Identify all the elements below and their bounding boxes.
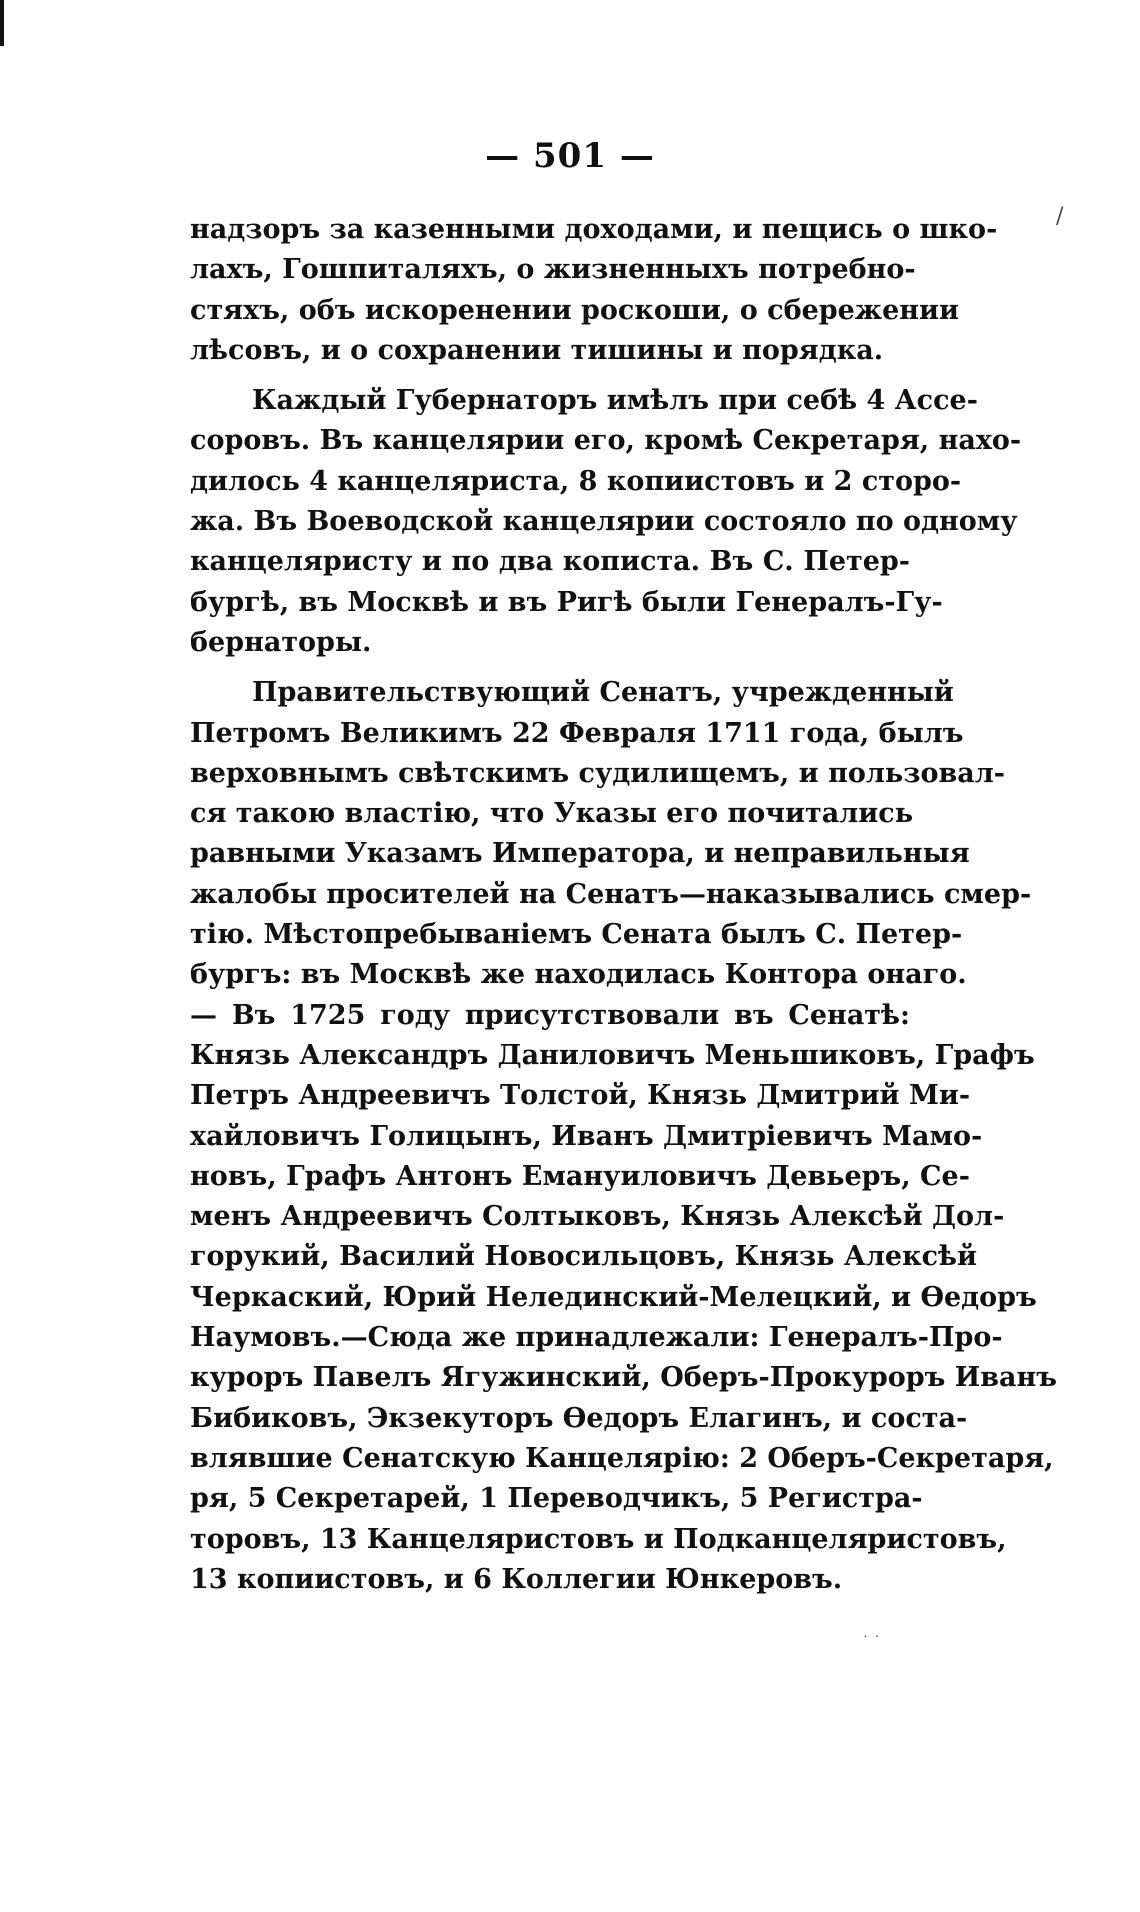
text-line: влявшие Сенатскую Канцелярію: 2 Оберъ-Секретаря, bbox=[190, 1442, 1054, 1474]
text-line: Наумовъ.—Сюда же принадлежали: Генералъ-Про- bbox=[190, 1322, 1003, 1354]
text-line: менъ Андреевичъ Солтыковъ, Князь Алексѣй Дол- bbox=[190, 1201, 1005, 1233]
text-line: бернаторы. bbox=[190, 626, 372, 658]
text-line: соровъ. Въ канцелярии его, кромѣ Секретаря, нахо- bbox=[190, 425, 1022, 457]
text-line: стяхъ, объ искоренении роскоши, о сбережении bbox=[190, 294, 960, 326]
text-line: Петромъ Великимъ 22 Февраля 1711 года, былъ bbox=[190, 717, 964, 749]
text-line: горукий, Василий Новосильцовъ, Князь Алексѣй bbox=[190, 1241, 978, 1273]
text-line: Бибиковъ, Экзекуторъ Ѳедоръ Елагинъ, и соста- bbox=[190, 1402, 968, 1434]
paragraph-2 bbox=[190, 381, 1022, 663]
text-line: верховнымъ свѣтскимъ судилищемъ, и пользовал- bbox=[190, 757, 1005, 789]
text-line: лѣсовъ, и о сохранении тишины и порядка. bbox=[190, 334, 884, 366]
text-line: жа. Въ Воеводской канцелярии состояло по одному bbox=[190, 506, 1018, 538]
text-line: Петръ Андреевичъ Толстой, Князь Дмитрий Ми- bbox=[190, 1080, 971, 1112]
body-text bbox=[190, 210, 1058, 1600]
text-line: ся такою властію, что Указы его почитались bbox=[190, 798, 914, 830]
text-line: бургъ: въ Москвѣ же находилась Контора онаго. bbox=[190, 959, 967, 991]
text-line: надзоръ за казенными доходами, и пещись о шко- bbox=[190, 214, 998, 245]
text-line: ря, 5 Секретарей, 1 Переводчикъ, 5 Регистра- bbox=[190, 1483, 923, 1515]
paragraph-1 bbox=[190, 210, 998, 371]
ink-speck: / bbox=[1056, 204, 1064, 229]
text-line: дилось 4 канцеляриста, 8 копиистовъ и 2 сторо- bbox=[190, 465, 962, 497]
page-edge-mark bbox=[0, 0, 4, 46]
text-line: Князь Александръ Даниловичъ Меньшиковъ, Графъ bbox=[190, 1039, 1035, 1071]
text-line: 13 копиистовъ, и 6 Коллегии Юнкеровъ. bbox=[190, 1563, 843, 1595]
text-line: Правительствующий Сенатъ, учрежденный bbox=[252, 677, 954, 709]
text-line: Черкаский, Юрий Нелединский-Мелецкий, и Ѳедоръ bbox=[190, 1281, 1037, 1313]
text-line: торовъ, 13 Канцеляристовъ и Подканцеляристовъ, bbox=[190, 1523, 1007, 1555]
text-line: равными Указамъ Императора, и неправильныя bbox=[190, 838, 970, 870]
text-line: бургѣ, въ Москвѣ и въ Ригѣ были Генералъ-Гу- bbox=[190, 586, 943, 618]
text-line: жалобы просителей на Сенатъ—наказывались смер- bbox=[190, 878, 1032, 910]
paragraph-3 bbox=[190, 673, 1058, 1600]
ink-speck: ˙ ˙ bbox=[862, 1634, 881, 1650]
text-line: Каждый Губернаторъ имѣлъ при себѣ 4 Ассе- bbox=[252, 385, 978, 417]
text-line: хайловичъ Голицынъ, Иванъ Дмитріевичъ Мамо- bbox=[190, 1120, 983, 1152]
text-line: куроръ Павелъ Ягужинский, Оберъ-Прокуроръ Иванъ bbox=[190, 1362, 1058, 1394]
text-line: лахъ, Гошпиталяхъ, о жизненныхъ потребно- bbox=[190, 254, 916, 286]
text-line: новъ, Графъ Антонъ Емануиловичъ Девьеръ, Се- bbox=[190, 1160, 970, 1192]
page-number: — 501 — bbox=[485, 136, 655, 176]
text-line: канцеляристу и по два кописта. Въ С. Петер- bbox=[190, 546, 910, 578]
text-line: — Въ 1725 году присутствовали въ Сенатѣ: bbox=[190, 999, 910, 1031]
text-line: тію. Мѣстопребываніемъ Сената былъ С. Петер- bbox=[190, 919, 963, 951]
